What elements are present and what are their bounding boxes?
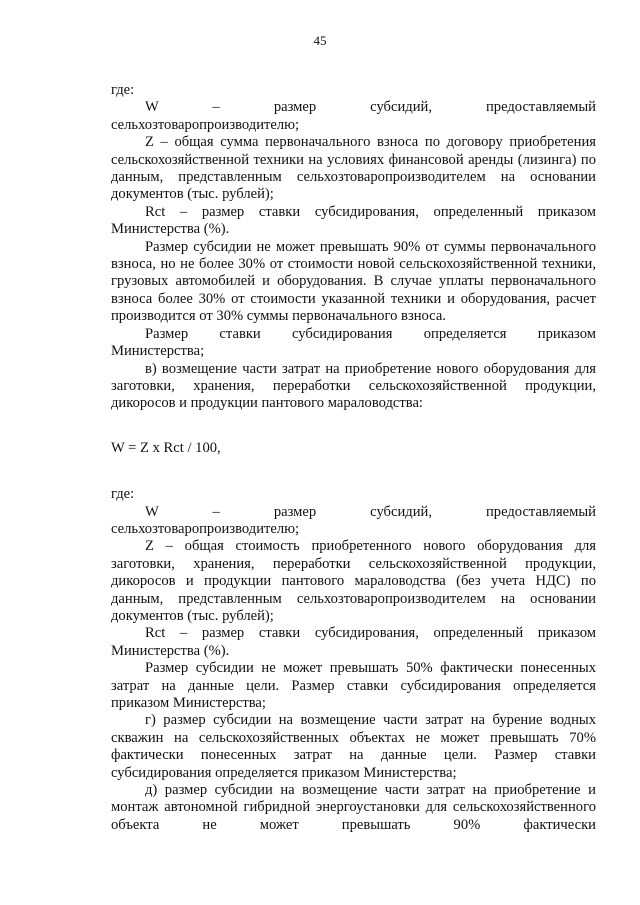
w-definition: W – размер субсидий, предоставляемый [145,99,596,116]
item-g-paragraph: г) размер субсидии на возмещение части затрат на бурение водных скважин на сельскохозяйственных объектах не может превышать 70% фактически понесенных затрат на данные цели. Размер ставки субсидирования определяется приказом Министерства; [111,712,596,781]
z-definition: Z – общая стоимость приобретенного нового оборудования для заготовки, хранения, переработки сельскохозяйственной продукции, дикоросов и продукции пантового мараловодства (без учета НДС) по данным, представленным сельхозтоваропроизводителем на основании документов (тыс. рублей); [111,538,596,624]
w-definition: W – размер субсидий, предоставляемый [145,503,596,520]
rate-paragraph: Размер ставки субсидирования определяется приказом [145,325,596,342]
where-label: где: [111,486,135,503]
where-label: где: [111,82,135,98]
rate-paragraph-continued: Министерства; [111,343,205,360]
rct-definition: Rct – размер ставки субсидирования, определенный приказом Министерства (%). [111,625,596,659]
subsidy-limit-paragraph: Размер субсидии не может превышать 50% фактически понесенных затрат на данные цели. Размер ставки субсидирования определяется приказом Министерства; [111,660,596,711]
item-v-paragraph: в) возмещение части затрат на приобретение нового оборудования для заготовки, хранения, переработки сельскохозяйственной продукции, дикоросов и продукции пантового мараловодства: [111,360,596,412]
subsidy-limit-paragraph: Размер субсидии не может превышать 90% от суммы первоначального взноса, но не более 30% от стоимости новой сельскохозяйственной техники, грузовых автомобилей и оборудования. В случае уплаты первоначального взноса более 30% от стоимости указанной техники и оборудования, расчет производится от 30% суммы первоначального взноса. [111,238,596,325]
formula: W = Z x Rct / 100, [111,439,221,456]
page-number: 45 [313,33,327,48]
document-body [111,82,596,834]
item-d-paragraph: д) размер субсидии на возмещение части затрат на приобретение и монтаж автономной гибридной энергоустановки для сельскохозяйственного объекта не может превышать 90% фактически [111,782,596,833]
z-definition: Z – общая сумма первоначального взноса по договору приобретения сельскохозяйственной техники на условиях финансовой аренды (лизинга) по данным, представленным сельхозтоваропроизводителем на основании документов (тыс. рублей); [111,134,596,203]
rct-definition: Rct – размер ставки субсидирования, определенный приказом Министерства (%). [111,203,596,238]
w-definition-continued: сельхозтоваропроизводителю; [111,116,300,133]
w-definition-continued: сельхозтоваропроизводителю; [111,520,300,537]
